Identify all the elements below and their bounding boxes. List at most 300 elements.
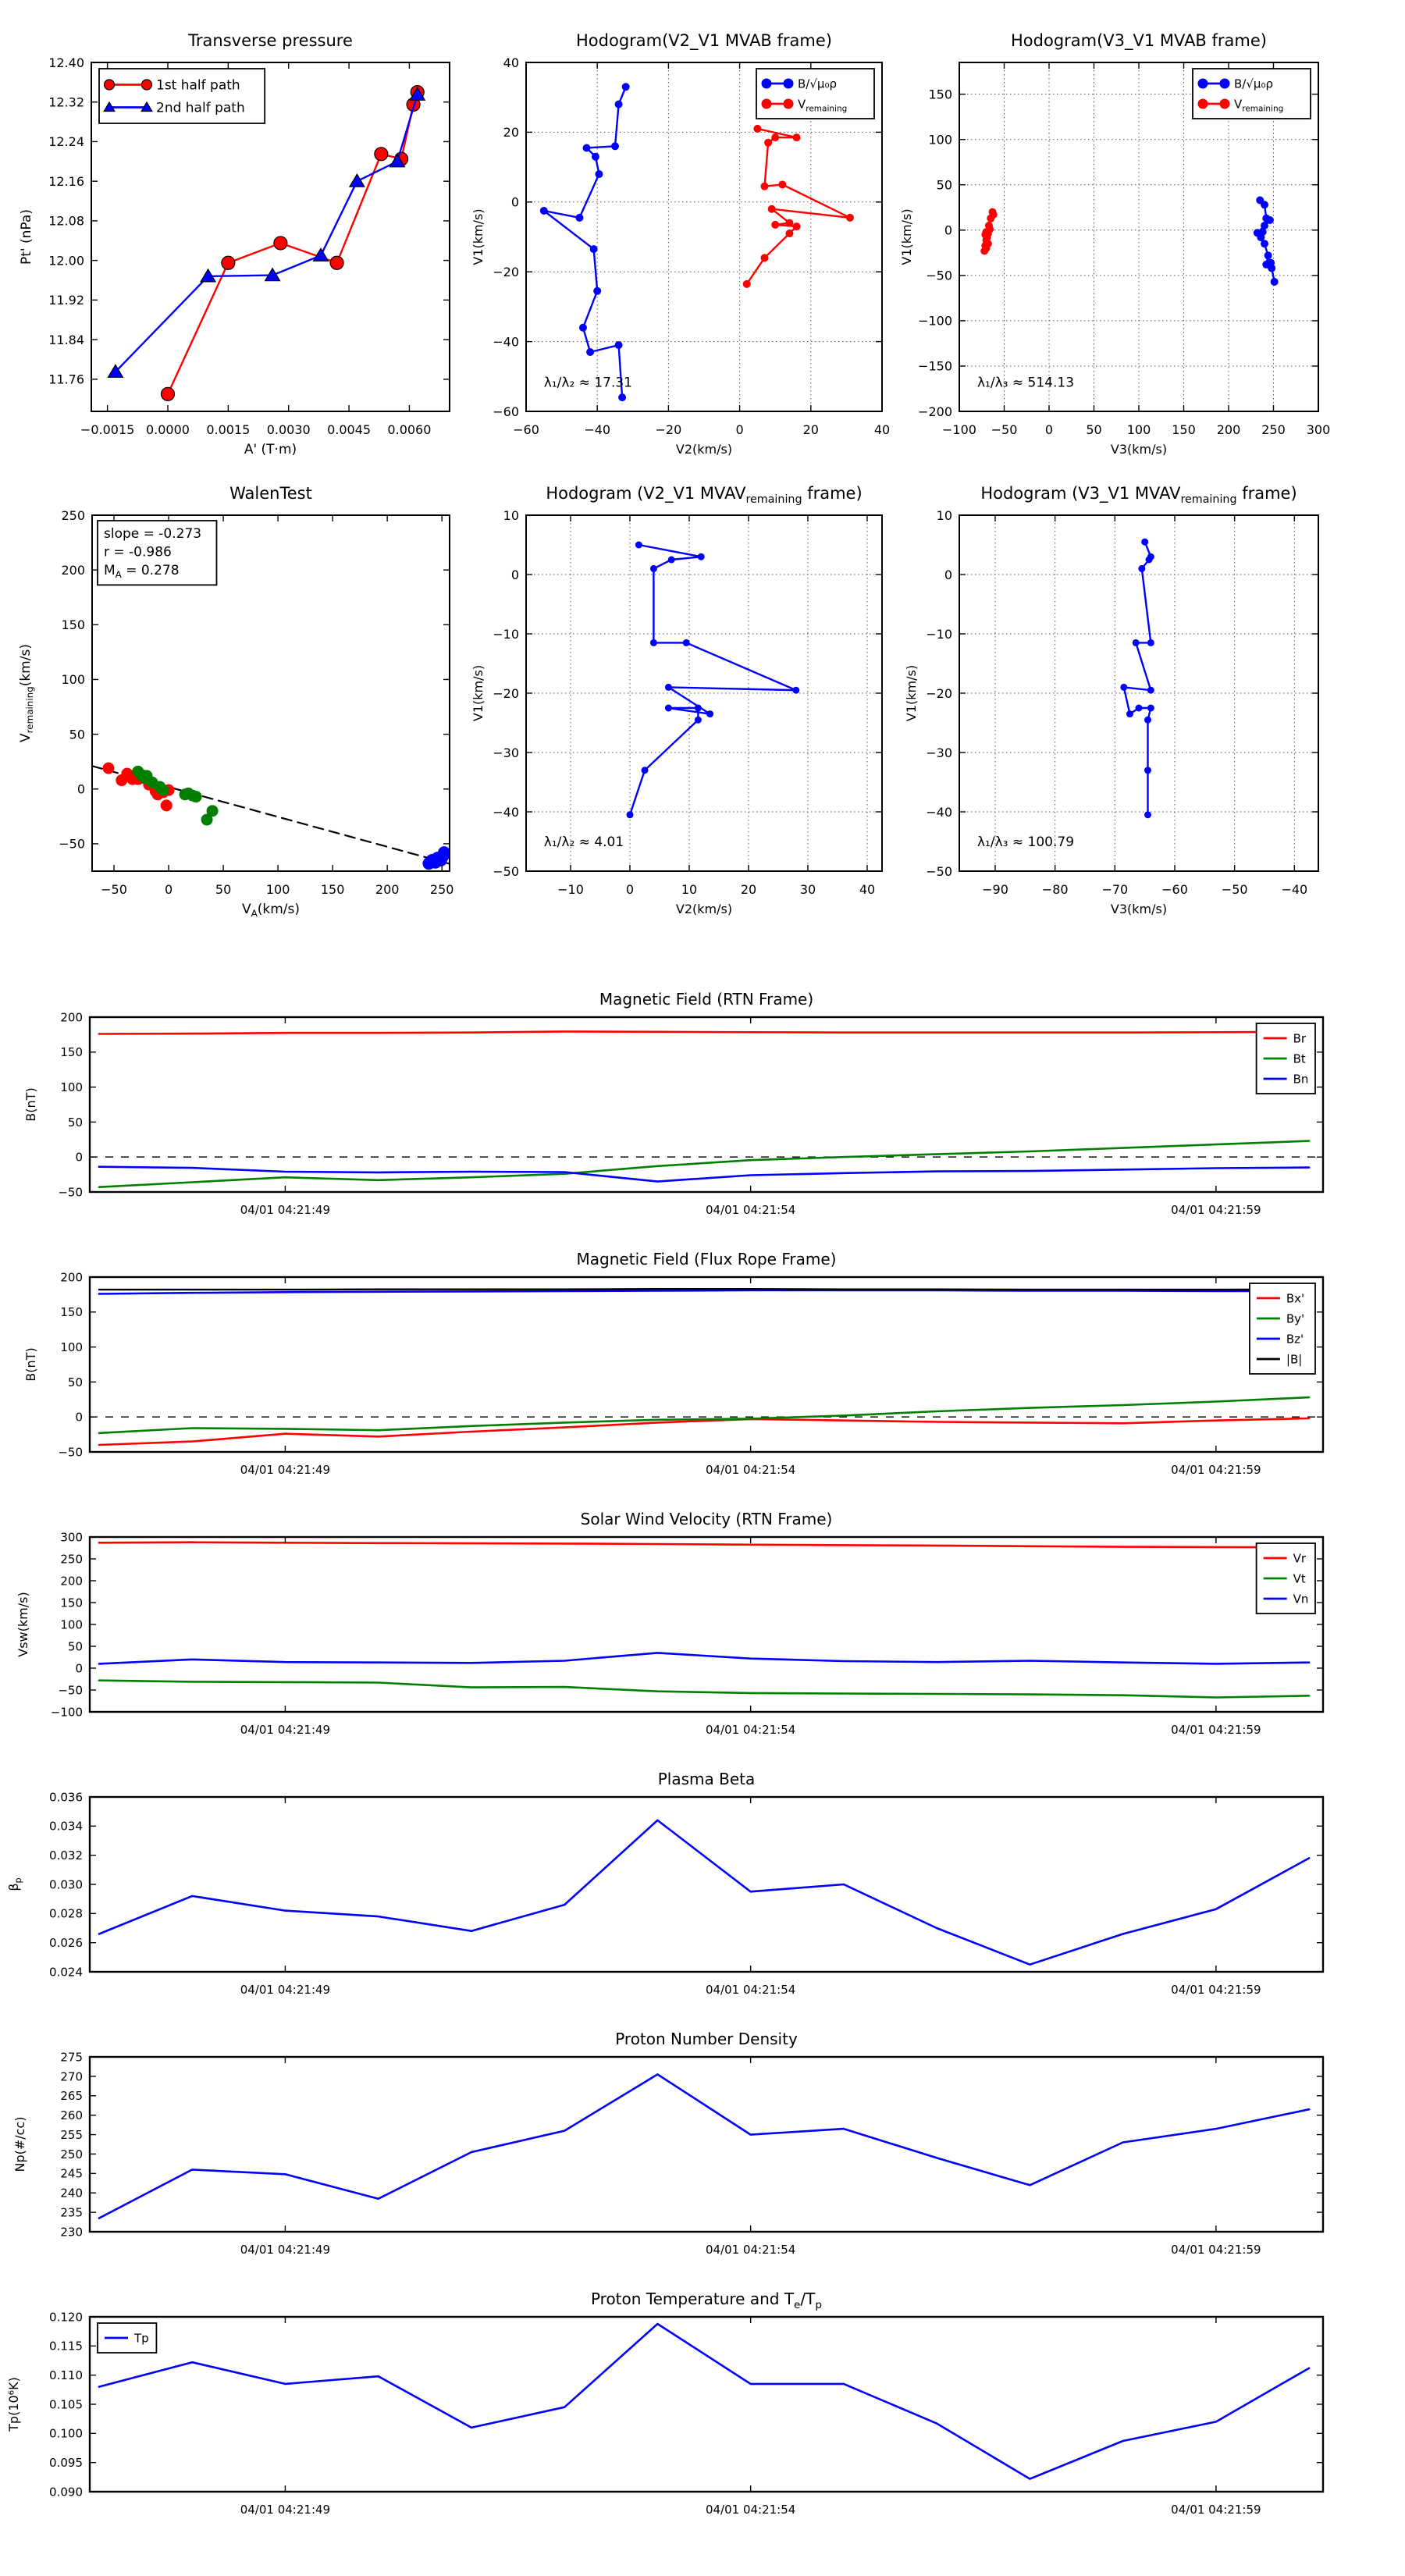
legend-label: Bx' [1286, 1291, 1305, 1306]
axes-box [90, 1797, 1323, 1972]
y-tick-label: 0 [75, 1150, 83, 1165]
y-tick-label: 200 [60, 1270, 83, 1285]
y-tick-label: 0.105 [49, 2397, 83, 2412]
title-proton-temperature: Proton Temperature and $T_e/T_p$ [590, 2290, 823, 2311]
y-tick-label: 10 [503, 507, 519, 523]
y-tick-label: −150 [918, 358, 952, 374]
marker-circle [330, 256, 343, 269]
series-by- [99, 1397, 1309, 1433]
x-tick-label: 150 [1172, 422, 1196, 437]
y-tick-label: −50 [58, 1445, 83, 1460]
y-tick-label: 50 [936, 177, 952, 193]
panel-hodogram-v2v1-mvab [471, 55, 890, 457]
y-tick-label: 40 [503, 55, 519, 70]
x-axis-label: V3(km/s) [1110, 442, 1168, 457]
legend-label: Bt [1293, 1051, 1306, 1066]
y-tick-label: 11.76 [48, 372, 84, 387]
y-axis-label: B(nT) [23, 1087, 38, 1122]
y-tick-label: 0.100 [49, 2426, 83, 2441]
marker-dot [1146, 557, 1153, 564]
series-b-sqrt-mu0-rho- [544, 87, 626, 397]
marker-dot [1261, 240, 1268, 247]
y-tick-label: 50 [67, 1639, 83, 1654]
x-tick-label: 04/01 04:21:54 [705, 2503, 796, 2517]
marker-dot [793, 222, 801, 230]
x-tick-label: 20 [802, 422, 819, 437]
x-tick-label: 04/01 04:21:59 [1171, 1463, 1261, 1477]
axes-box [90, 2057, 1323, 2232]
axes-box [90, 1277, 1323, 1452]
x-tick-label: 30 [799, 882, 816, 897]
panel-proton-temperature [6, 2310, 1323, 2517]
x-tick-label: −50 [101, 882, 127, 897]
y-tick-label: −50 [59, 836, 85, 852]
legend-label: B/√μ₀ρ [798, 76, 837, 91]
title-solar-wind-velocity: Solar Wind Velocity (RTN Frame) [580, 1510, 833, 1528]
panel-transverse-pressure [19, 55, 450, 457]
axes-box [90, 1017, 1323, 1192]
y-tick-label: 150 [60, 1305, 83, 1320]
y-tick-label: 0.110 [49, 2368, 83, 2383]
series-2nd-half-path [116, 94, 418, 372]
title-hodogram-v3v1-mvav: Hodogram (V3_V1 $MVAV_{remaining}$ frame) [980, 484, 1297, 507]
y-tick-label: 0 [75, 1410, 83, 1425]
marker-dot [784, 99, 794, 109]
y-axis-label: V1(km/s) [904, 664, 919, 722]
x-tick-label: −10 [557, 882, 584, 897]
title-magnetic-field-flux-rope: Magnetic Field (Flux Rope Frame) [576, 1250, 837, 1268]
marker-dot [980, 247, 988, 254]
x-tick-label: 04/01 04:21:49 [240, 1983, 331, 1997]
marker-dot [762, 79, 772, 89]
panel-proton-number-density [12, 2050, 1323, 2257]
x-tick-label: −50 [991, 422, 1018, 437]
legend-label: Vr [1293, 1551, 1307, 1566]
series-bx- [99, 1418, 1309, 1445]
marker-dot [762, 99, 772, 109]
marker-dot [1220, 79, 1230, 89]
marker-dot [1147, 687, 1154, 694]
y-tick-label: 100 [61, 672, 85, 688]
x-tick-label: 04/01 04:21:49 [240, 1203, 331, 1217]
y-tick-label: 0.026 [49, 1936, 83, 1951]
y-tick-label: 12.40 [48, 55, 84, 70]
series--b- [99, 1289, 1309, 1290]
series-tp [99, 2324, 1309, 2479]
marker-dot [438, 846, 450, 859]
x-tick-label: 0 [1044, 422, 1054, 437]
panel-solar-wind-velocity [16, 1530, 1323, 1737]
y-tick-label: 50 [67, 1115, 83, 1130]
legend-label: $V_{remaining}$ [1234, 97, 1284, 114]
marker-dot [575, 214, 583, 222]
marker-dot [1126, 710, 1133, 717]
y-tick-label: 0.115 [49, 2339, 83, 2354]
y-tick-label: −50 [58, 1683, 83, 1698]
annotation-text: λ₁/λ₃ ≈ 100.79 [977, 834, 1075, 851]
x-tick-label: 0.0060 [387, 422, 432, 437]
y-tick-label: 11.92 [48, 293, 84, 308]
marker-dot [207, 805, 219, 817]
marker-dot [1220, 99, 1230, 109]
y-tick-label: −50 [58, 1185, 83, 1200]
x-tick-label: −20 [655, 422, 682, 437]
marker-dot [785, 229, 793, 237]
marker-dot [611, 142, 619, 150]
x-tick-label: 0.0015 [206, 422, 251, 437]
marker-dot [650, 565, 657, 572]
marker-circle [105, 80, 115, 90]
y-axis-label: $V_{remaining}(km/s)$ [18, 644, 35, 742]
panel-hodogram-v3v1-mvab [899, 62, 1330, 457]
legend-label: Bn [1293, 1072, 1309, 1087]
legend-label: By' [1286, 1311, 1305, 1326]
marker-dot [768, 205, 776, 213]
marker-dot [778, 180, 786, 188]
x-tick-label: 20 [740, 882, 757, 897]
x-tick-label: −90 [982, 882, 1008, 897]
y-tick-label: 200 [61, 562, 85, 578]
series-vr [99, 1542, 1309, 1548]
legend-label: 1st half path [156, 77, 240, 94]
y-tick-label: 12.32 [48, 94, 84, 110]
y-tick-label: −100 [918, 313, 952, 329]
y-tick-label: 0.028 [49, 1906, 83, 1921]
x-tick-label: 150 [320, 882, 345, 897]
y-axis-label: V1(km/s) [471, 664, 486, 722]
x-tick-label: −80 [1041, 882, 1069, 897]
x-tick-label: 300 [1306, 422, 1331, 437]
y-tick-label: 0.120 [49, 2310, 83, 2325]
y-tick-label: 0.095 [49, 2456, 83, 2471]
series-bn [99, 1167, 1309, 1182]
y-tick-label: −30 [926, 745, 952, 760]
y-tick-label: 150 [61, 617, 85, 633]
legend-label: Bz' [1286, 1332, 1304, 1347]
y-tick-label: 100 [60, 1080, 83, 1094]
marker-dot [618, 393, 626, 401]
title-walen-test: WalenTest [229, 484, 312, 503]
legend-label: Br [1293, 1031, 1307, 1046]
marker-dot [665, 684, 672, 691]
y-tick-label: 245 [60, 2166, 83, 2181]
marker-dot [586, 348, 594, 356]
y-tick-label: 0.090 [49, 2485, 83, 2500]
y-tick-label: 0 [944, 567, 952, 582]
x-tick-label: 04/01 04:21:59 [1171, 1203, 1261, 1217]
x-tick-label: −40 [584, 422, 611, 437]
x-tick-label: 100 [265, 882, 290, 897]
marker-dot [764, 139, 772, 147]
x-tick-label: −100 [942, 422, 976, 437]
marker-dot [1144, 717, 1151, 724]
title-hodogram-v2v1-mvab: Hodogram(V2_V1 MVAB frame) [576, 31, 832, 50]
y-tick-label: 10 [936, 507, 952, 523]
marker-dot [1138, 565, 1145, 572]
x-tick-label: 04/01 04:21:49 [240, 2243, 331, 2257]
marker-dot [615, 341, 623, 349]
panel-hodogram-v2v1-mvav [471, 508, 882, 916]
y-tick-label: −50 [926, 268, 952, 283]
series-vn [99, 1653, 1309, 1663]
title-hodogram-v3v1-mvab: Hodogram(V3_V1 MVAB frame) [1011, 31, 1267, 50]
marker-dot [635, 542, 642, 549]
x-tick-label: 04/01 04:21:54 [705, 1983, 796, 1997]
marker-dot [540, 207, 548, 215]
marker-dot [1268, 265, 1275, 272]
y-tick-label: −50 [926, 863, 952, 879]
y-tick-label: −50 [493, 863, 519, 879]
marker-dot [668, 557, 675, 564]
y-tick-label: 11.84 [48, 332, 84, 347]
legend-box [1250, 1283, 1315, 1374]
x-tick-label: 0 [735, 422, 744, 437]
marker-triangle [350, 174, 365, 187]
marker-circle [222, 256, 235, 269]
legend-label: Vn [1293, 1592, 1309, 1606]
x-tick-label: 10 [681, 882, 698, 897]
annotation-text: λ₁/λ₂ ≈ 4.01 [543, 834, 624, 851]
marker-dot [695, 705, 702, 712]
legend-label: $V_{remaining}$ [798, 97, 848, 114]
marker-dot [706, 710, 713, 717]
marker-dot [1147, 705, 1154, 712]
y-tick-label: 0.034 [49, 1819, 83, 1834]
y-axis-label: V1(km/s) [471, 208, 486, 265]
marker-dot [784, 79, 794, 89]
marker-dot [583, 144, 591, 152]
series-br [99, 1031, 1309, 1034]
marker-circle [274, 237, 287, 250]
x-tick-label: 04/01 04:21:59 [1171, 2503, 1261, 2517]
y-tick-label: 100 [928, 132, 952, 148]
y-axis-label: B(nT) [23, 1347, 38, 1382]
y-tick-label: −10 [926, 626, 952, 642]
marker-dot [785, 219, 793, 227]
x-tick-label: 04/01 04:21:59 [1171, 1983, 1261, 1997]
legend-label: |B| [1286, 1352, 1303, 1367]
axes-box [90, 1537, 1323, 1712]
y-tick-label: −200 [918, 404, 952, 419]
x-tick-label: −70 [1101, 882, 1129, 897]
panel-magnetic-field-flux-rope [23, 1270, 1323, 1477]
x-tick-label: 04/01 04:21:49 [240, 1723, 331, 1737]
panel-walen-test [18, 508, 454, 919]
annotation-text: λ₁/λ₂ ≈ 17.31 [543, 375, 633, 391]
x-tick-label: 04/01 04:21:54 [705, 2243, 796, 2257]
x-axis-label: V2(km/s) [675, 442, 733, 457]
y-tick-label: 250 [60, 2147, 83, 2161]
y-tick-label: −10 [493, 626, 519, 642]
x-tick-label: 50 [215, 882, 232, 897]
y-axis-label: $\beta_p$ [6, 1877, 23, 1891]
series-1st-half-path [168, 92, 418, 394]
y-tick-label: 12.08 [48, 213, 84, 229]
y-tick-label: 100 [60, 1340, 83, 1354]
x-tick-label: 04/01 04:21:59 [1171, 1723, 1261, 1737]
annotation-text: λ₁/λ₃ ≈ 514.13 [977, 375, 1075, 391]
axes-box [526, 515, 882, 871]
x-tick-label: 200 [375, 882, 400, 897]
y-tick-label: 12.00 [48, 253, 84, 269]
marker-dot [987, 215, 994, 222]
y-tick-label: −30 [493, 745, 519, 760]
y-tick-label: 50 [69, 727, 85, 742]
y-tick-label: −100 [50, 1705, 83, 1720]
x-tick-label: 0.0000 [145, 422, 190, 437]
marker-dot [158, 785, 169, 796]
x-tick-label: 200 [1216, 422, 1241, 437]
marker-circle [142, 80, 152, 90]
marker-dot [1144, 767, 1151, 774]
y-tick-label: 150 [60, 1596, 83, 1610]
marker-dot [579, 324, 587, 332]
y-tick-label: 235 [60, 2205, 83, 2220]
y-axis-label: Np(#/cc) [12, 2116, 27, 2172]
marker-dot [695, 717, 702, 724]
y-axis-label: Pt' (nPa) [19, 209, 34, 265]
y-tick-label: 0 [944, 222, 952, 238]
x-tick-label: 0.0030 [266, 422, 311, 437]
y-tick-label: 250 [61, 507, 85, 523]
marker-circle [375, 148, 388, 161]
series-vt [99, 1681, 1309, 1698]
y-tick-label: 270 [60, 2069, 83, 2084]
marker-dot [846, 214, 854, 222]
y-tick-label: 230 [60, 2225, 83, 2240]
marker-dot [743, 280, 751, 288]
marker-dot [1198, 79, 1208, 89]
y-axis-label: Tp(10⁶K) [6, 2377, 21, 2432]
y-tick-label: −40 [926, 804, 952, 820]
marker-dot [761, 254, 769, 262]
y-tick-label: 0 [75, 1661, 83, 1676]
y-tick-label: 200 [60, 1010, 83, 1025]
y-tick-label: −40 [493, 334, 519, 350]
title-hodogram-v2v1-mvav: Hodogram (V2_V1 $MVAV_{remaining}$ frame) [546, 484, 863, 507]
marker-dot [103, 763, 115, 774]
marker-dot [792, 687, 799, 694]
x-tick-label: −40 [1281, 882, 1308, 897]
series-beta-p [99, 1820, 1309, 1965]
marker-dot [1271, 278, 1279, 286]
marker-dot [622, 83, 630, 91]
annotation-line: slope = -0.273 [104, 526, 202, 543]
title-magnetic-field-rtn: Magnetic Field (RTN Frame) [599, 990, 814, 1009]
y-axis-label: V1(km/s) [899, 208, 914, 265]
series-bz- [99, 1290, 1309, 1294]
title-plasma-beta: Plasma Beta [657, 1770, 756, 1788]
legend-label: Tp [134, 2331, 149, 2346]
y-tick-label: 0.036 [49, 1790, 83, 1805]
y-tick-label: 0.024 [49, 1965, 83, 1980]
x-tick-label: 04/01 04:21:54 [705, 1723, 796, 1737]
marker-dot [595, 170, 603, 178]
x-tick-label: −60 [1161, 882, 1188, 897]
marker-dot [683, 639, 690, 646]
x-tick-label: 04/01 04:21:49 [240, 1463, 331, 1477]
marker-dot [1144, 811, 1151, 818]
y-axis-label: Vsw(km/s) [16, 1592, 30, 1657]
marker-dot [627, 811, 634, 818]
x-tick-label: −60 [513, 422, 539, 437]
marker-dot [793, 133, 801, 141]
y-tick-label: 150 [60, 1045, 83, 1060]
annotation-line: r = -0.986 [104, 544, 172, 560]
title-transverse-pressure: Transverse pressure [188, 31, 353, 50]
x-axis-label: A' (T·m) [244, 442, 297, 457]
marker-dot [190, 791, 202, 802]
series-bt [99, 1141, 1309, 1187]
y-tick-label: −40 [493, 804, 519, 820]
marker-dot [592, 153, 599, 161]
marker-dot [642, 767, 649, 774]
x-tick-label: 0 [625, 882, 635, 897]
y-tick-label: 275 [60, 2050, 83, 2065]
x-tick-label: 40 [859, 882, 876, 897]
marker-dot [1120, 684, 1127, 691]
y-tick-label: 0 [510, 194, 519, 210]
marker-dot [753, 125, 761, 133]
legend-label: B/√μ₀ρ [1234, 76, 1273, 91]
x-tick-label: 04/01 04:21:54 [705, 1203, 796, 1217]
x-tick-label: −50 [1221, 882, 1248, 897]
legend-label: 2nd half path [156, 100, 245, 116]
y-tick-label: 20 [503, 125, 519, 141]
marker-dot [650, 639, 657, 646]
marker-dot [1264, 251, 1272, 259]
x-tick-label: 250 [1261, 422, 1286, 437]
y-tick-label: −20 [493, 685, 519, 701]
marker-dot [590, 245, 598, 253]
x-tick-label: 100 [1126, 422, 1151, 437]
y-tick-label: 240 [60, 2186, 83, 2201]
panel-hodogram-v3v1-mvav [904, 508, 1318, 916]
x-tick-label: 0.0045 [327, 422, 372, 437]
x-tick-label: 04/01 04:21:59 [1171, 2243, 1261, 2257]
marker-dot [161, 799, 173, 811]
marker-dot [1261, 201, 1268, 208]
annotation-line: $M_A = 0.278$ [104, 563, 180, 581]
y-tick-label: 300 [60, 1530, 83, 1545]
x-tick-label: 50 [1086, 422, 1102, 437]
marker-circle [161, 387, 174, 400]
y-tick-label: 0 [76, 781, 85, 797]
marker-dot [1198, 99, 1208, 109]
series-v-remaining-path [1124, 542, 1151, 815]
y-tick-label: −60 [493, 404, 519, 419]
x-axis-label: V3(km/s) [1110, 902, 1168, 916]
title-proton-number-density: Proton Number Density [615, 2030, 798, 2048]
y-tick-label: 200 [60, 1574, 83, 1589]
legend-label: Vt [1293, 1571, 1306, 1586]
y-tick-label: 50 [67, 1375, 83, 1389]
panel-magnetic-field-rtn [23, 1010, 1323, 1217]
axes-box [90, 2317, 1323, 2492]
y-tick-label: 150 [928, 87, 952, 102]
y-tick-label: 260 [60, 2108, 83, 2123]
y-tick-label: 100 [60, 1617, 83, 1632]
x-tick-label: 04/01 04:21:54 [705, 1463, 796, 1477]
series-v-remaining-path [630, 545, 796, 815]
marker-dot [1133, 639, 1140, 646]
panel-plasma-beta [6, 1790, 1323, 1997]
x-tick-label: 250 [429, 882, 454, 897]
x-tick-label: −0.0015 [80, 422, 135, 437]
y-tick-label: 0.030 [49, 1877, 83, 1892]
marker-dot [615, 101, 623, 109]
y-tick-label: 12.16 [48, 173, 84, 189]
